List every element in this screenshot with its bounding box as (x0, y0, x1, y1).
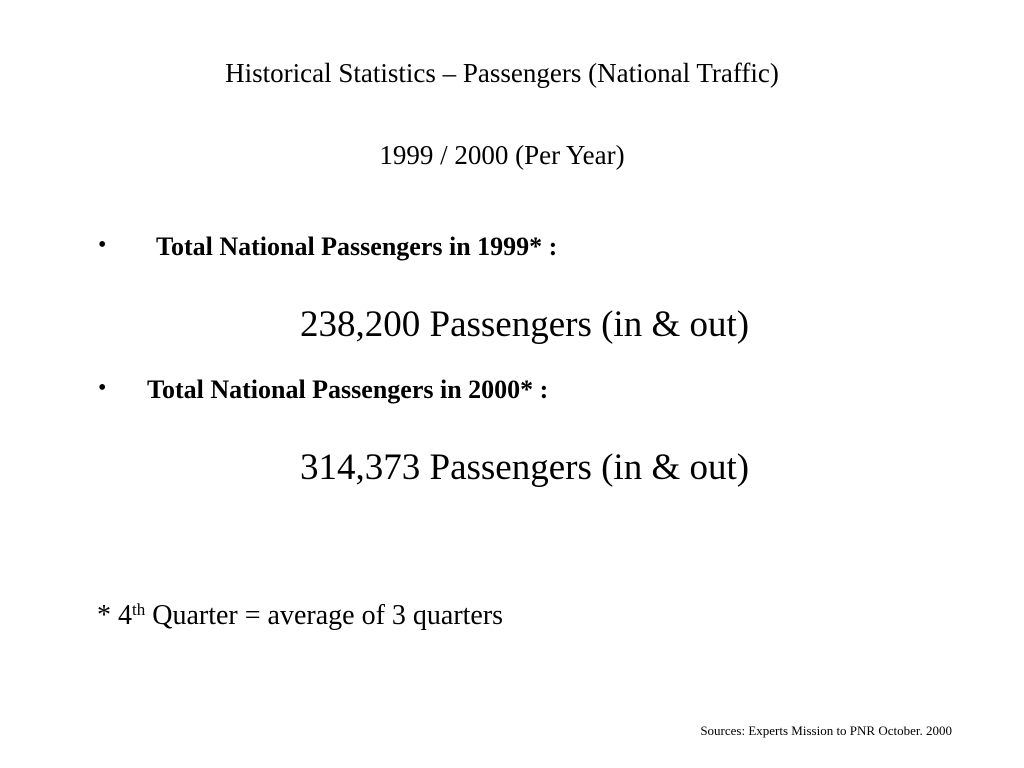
bullet-label: Total National Passengers in 2000* : (147, 375, 549, 404)
footnote-suffix: Quarter = average of 3 quarters (145, 600, 504, 631)
bullet-icon: • (98, 375, 107, 401)
footnote-prefix: * 4 (97, 600, 132, 631)
bullet-label: Total National Passengers in 1999* : (156, 232, 558, 261)
source-note: Sources: Experts Mission to PNR October. 2000 (700, 723, 952, 738)
bullet-icon: • (98, 232, 107, 258)
footnote (97, 600, 503, 632)
slide-subtitle: 1999 / 2000 (Per Year) (379, 140, 625, 170)
bullet-item-1999 (98, 232, 898, 264)
footnote-superscript: th (132, 600, 146, 619)
passenger-value-2000: 314,373 Passengers (in & out) (300, 447, 750, 488)
slide-title: Historical Statistics – Passengers (National Traffic) (225, 58, 779, 88)
bullet-item-2000 (98, 375, 898, 407)
passenger-value-1999: 238,200 Passengers (in & out) (300, 304, 750, 345)
